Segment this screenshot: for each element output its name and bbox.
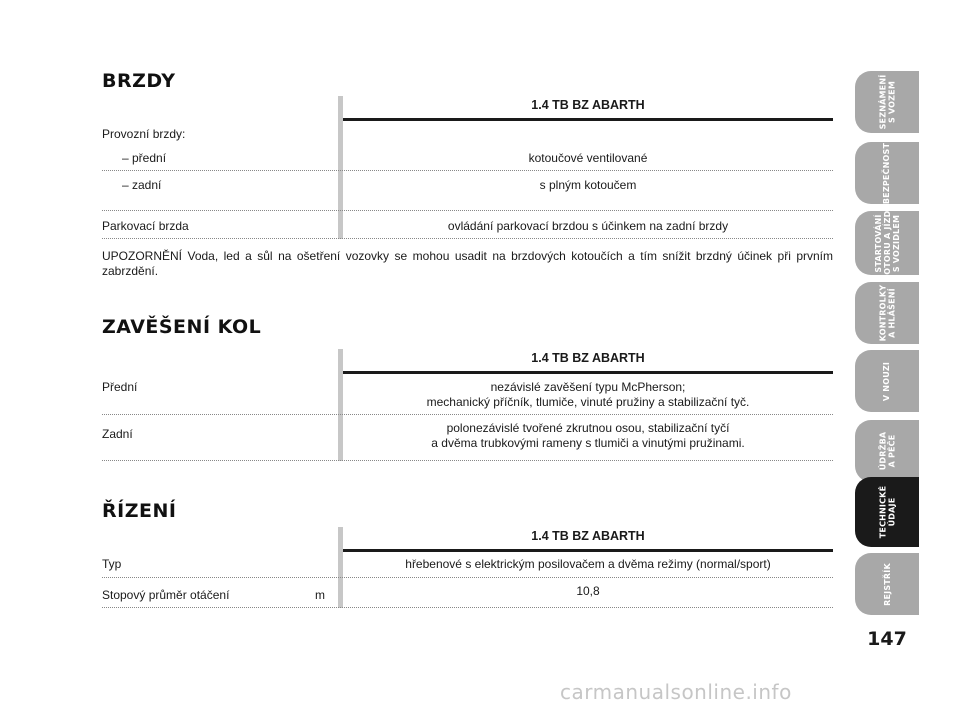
tab-udrzba-a-pece[interactable] [855,420,919,482]
divider [102,460,833,461]
steering-column-header: 1.4 TB BZ ABARTH [343,527,833,552]
service-brakes-label: Provozní brzdy: [102,127,186,141]
front-brakes-label: – přední [122,151,167,165]
divider [102,577,833,578]
rear-suspension-value-line-1: polonezávislé tvořené zkrutnou osou, stabilizační tyčí [446,421,730,435]
tab-technicke-udaje[interactable] [855,477,919,547]
parking-brake-value: ovládání parkovací brzdou s účinkem na zadní brzdy [447,219,729,233]
divider [102,210,833,211]
brakes-heading: BRZDY [102,70,176,92]
suspension-heading: ZAVĚŠENÍ KOL [102,316,262,338]
brakes-column-header: 1.4 TB BZ ABARTH [343,96,833,121]
turning-diameter-unit: m [315,588,325,602]
divider [102,238,833,239]
tab-label: KONTROLKY A HLÁŠENÍ [878,284,896,342]
front-brakes-value: kotoučové ventilované [528,151,648,165]
tab-label: TECHNICKÉ ÚDAJE [878,485,896,539]
steering-type-value: hřebenové s elektrickým posilovačem a dvěma režimy (normal/sport) [405,557,771,571]
steering-heading: ŘÍZENÍ [102,500,177,522]
rear-suspension-label: Zadní [102,427,133,441]
tab-rejstrik[interactable] [855,553,919,615]
page-number: 147 [867,628,907,650]
front-suspension-label: Přední [102,380,138,394]
divider [102,607,833,608]
steering-type-label: Typ [102,557,122,571]
tab-seznameni-s-vozem[interactable] [855,71,919,133]
tab-startovani-motoru[interactable] [855,203,919,283]
divider [102,414,833,415]
rear-brakes-label: – zadní [122,178,162,192]
rear-brakes-value: s plným kotoučem [539,178,637,192]
tab-label: BEZPEČNOST [882,142,892,204]
rear-suspension-value-line-2: a dvěma trubkovými rameny s tlumiči a vinutými pružinami. [431,436,745,450]
suspension-column-header: 1.4 TB BZ ABARTH [343,349,833,374]
tab-v-nouzi[interactable] [855,350,919,412]
tab-label: V NOUZI [882,361,892,401]
tab-label: REJSTŘÍK [882,562,892,606]
brakes-warning: UPOZORNĚNÍ Voda, led a sůl na ošetření vozovky se mohou usadit na brzdových kotoučích a tím snížit brzdný účinek při prvním zabrzdění. [102,249,833,278]
front-suspension-value-line-2: mechanický příčník, tlumiče, vinuté pružiny a stabilizační tyč. [426,395,750,409]
turning-diameter-value: 10,8 [576,584,600,598]
tab-bezpecnost[interactable] [855,142,919,204]
tab-label: ÚDRŽBA A PÉČE [878,431,896,471]
divider [102,170,833,171]
front-suspension-value-line-1: nezávislé zavěšení typu McPherson; [490,380,686,394]
watermark: carmanualsonline.info [560,680,792,704]
parking-brake-label: Parkovací brzda [102,219,189,233]
tab-label: SEZNÁMENÍ S VOZEM [878,74,896,130]
tab-label: STARTOVÁNÍ MOTORU A JÍZDA S VOZIDLEM [873,203,901,283]
turning-diameter-label: Stopový průměr otáčení [102,588,230,602]
tab-kontrolky-a-hlaseni[interactable] [855,282,919,344]
